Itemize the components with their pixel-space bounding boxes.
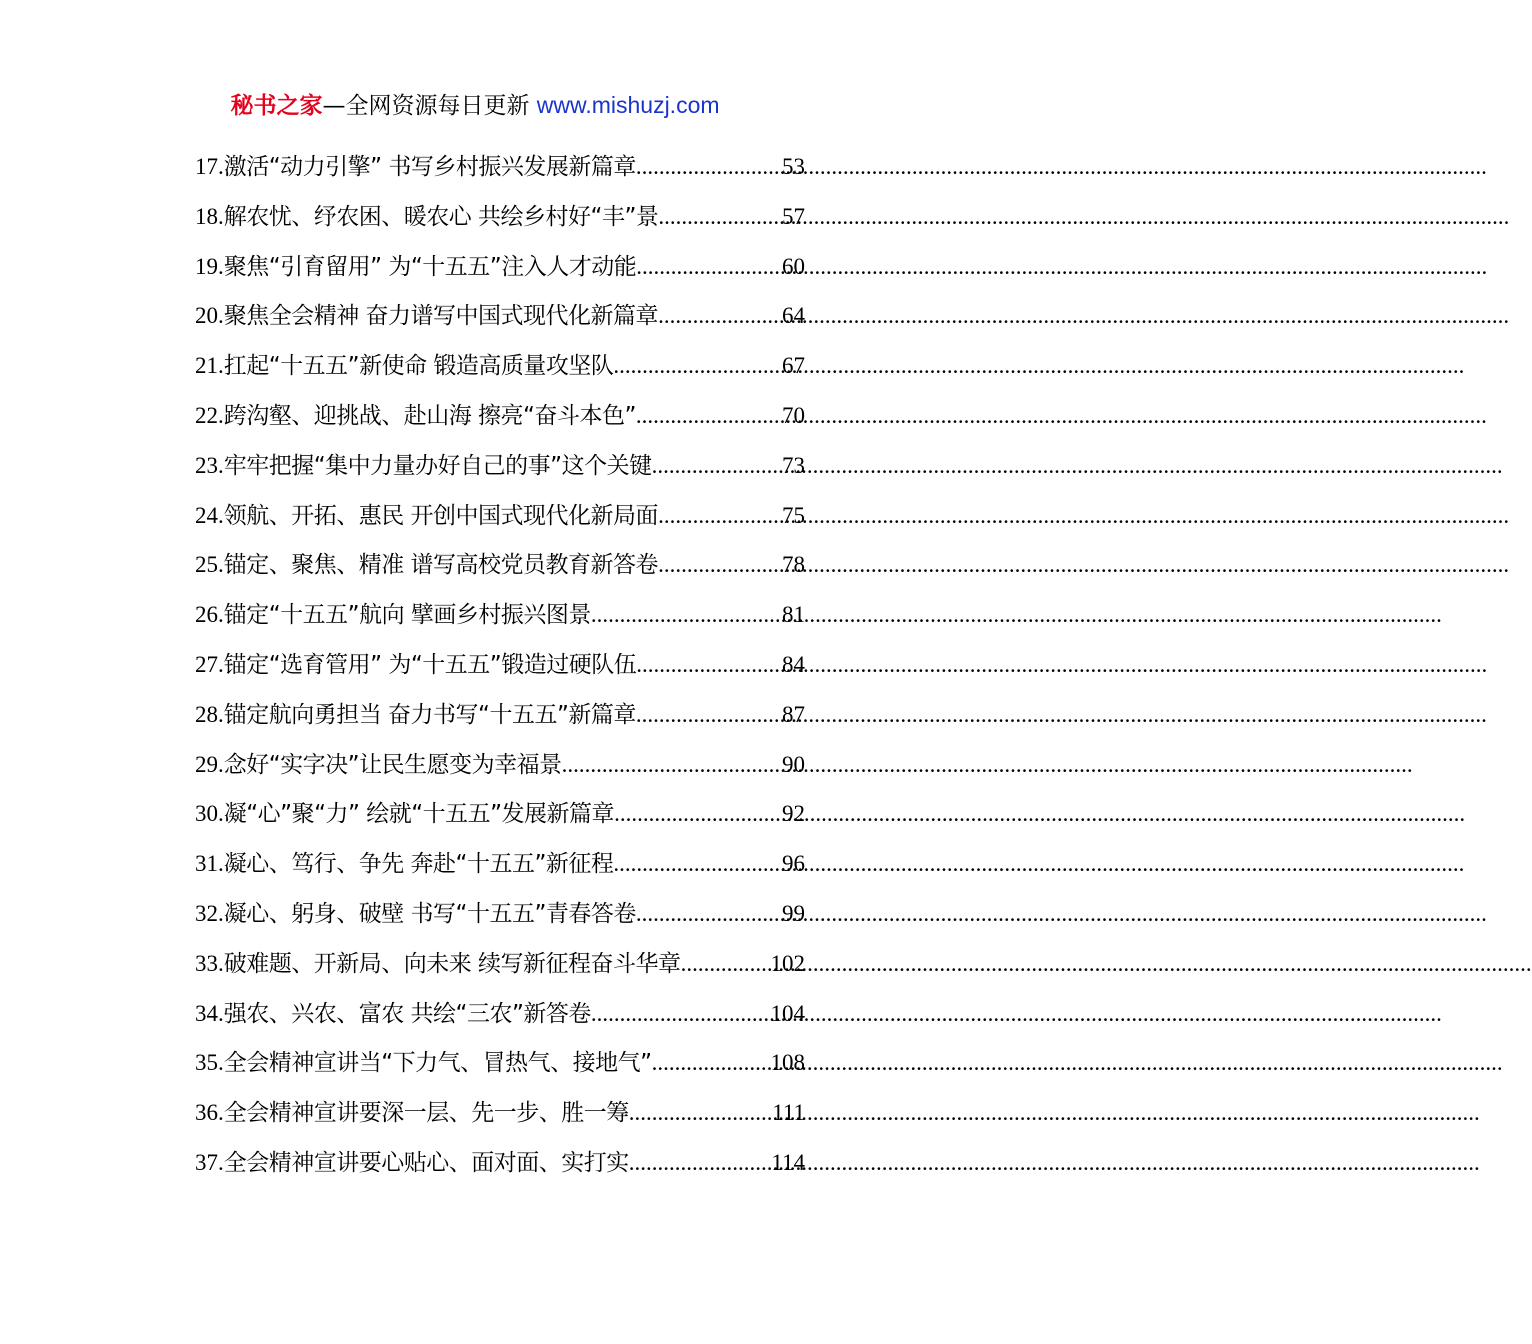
toc-dot-leader [591,590,782,640]
toc-entry[interactable] [195,690,805,740]
toc-page-number: 102 [770,950,805,976]
toc-dot-leader [636,242,782,292]
toc-entry-number: 30. [195,801,224,827]
brand-name: 秘书之家 [230,93,323,119]
toc-entry-title: 凝心、笃行、争先 奔赴“十五五”新征程 [223,851,614,878]
toc-page-number: 87 [782,701,805,727]
toc-dot-leader [636,391,782,441]
toc-entry-number: 34. [195,1000,224,1026]
toc-entry[interactable] [195,540,805,590]
toc-entry[interactable] [195,391,805,441]
toc-entry-title: 扛起“十五五”新使命 锻造高质量攻坚队 [223,353,614,380]
toc-page-number: 70 [782,402,805,428]
toc-page-number: 96 [782,851,805,877]
toc-page-number: 111 [772,1100,805,1126]
toc-entry[interactable] [195,889,805,939]
toc-dot-leader [629,1088,772,1138]
toc-entry-title: 强农、兴农、富农 共绘“三农”新答卷 [223,1000,591,1027]
toc-entry[interactable] [195,839,805,889]
toc-entry[interactable] [195,1088,805,1138]
toc-dot-leader [681,939,771,989]
toc-entry-number: 23. [195,452,224,478]
toc-entry-title: 牢牢把握“集中力量办好自己的事”这个关键 [223,452,652,479]
toc-entry-number: 19. [195,253,224,279]
toc-page-number: 99 [782,900,805,926]
table-of-contents [195,142,805,1188]
toc-entry-title: 锚定“十五五”航向 擘画乡村振兴图景 [223,602,591,629]
toc-entry-title: 念好“实字决”让民生愿变为幸福景 [223,751,562,778]
toc-entry-title: 全会精神宣讲要深一层、先一步、胜一筹 [223,1100,629,1127]
toc-entry-number: 24. [195,502,224,528]
toc-entry-title: 激活“动力引擎” 书写乡村振兴发展新篇章 [223,154,636,180]
toc-entry[interactable] [195,192,805,242]
toc-entry-number: 20. [195,303,224,329]
toc-dot-leader [591,989,771,1039]
toc-dot-leader [658,491,782,541]
toc-page-number: 73 [782,452,805,478]
toc-entry[interactable] [195,441,805,491]
toc-page-number: 64 [782,303,805,329]
toc-page-number: 57 [782,203,805,229]
toc-entry-number: 25. [195,552,224,578]
toc-entry-number: 37. [195,1149,224,1175]
toc-entry-number: 35. [195,1050,224,1076]
toc-entry-title: 跨沟壑、迎挑战、赴山海 擦亮“奋斗本色” [223,402,636,429]
toc-entry[interactable] [195,242,805,292]
toc-entry-title: 破难题、开新局、向未来 续写新征程奋斗华章 [223,950,681,977]
toc-page-number: 53 [782,154,805,179]
toc-dot-leader [658,540,782,590]
toc-entry[interactable] [195,142,805,192]
toc-entry-title: 全会精神宣讲当“下力气、冒热气、接地气” [223,1050,652,1077]
toc-page-number: 78 [782,552,805,578]
site-header [0,88,950,123]
toc-entry[interactable] [195,590,805,640]
toc-entry-title: 聚焦“引育留用” 为“十五五”注入人才动能 [223,253,637,280]
toc-entry-number: 26. [195,602,224,628]
toc-page-number: 92 [782,801,805,827]
toc-entry-title: 聚焦全会精神 奋力谱写中国式现代化新篇章 [223,303,659,330]
toc-entry[interactable] [195,789,805,839]
toc-page-number: 84 [782,651,805,677]
toc-dot-leader [614,789,782,839]
toc-page-number: 114 [771,1149,805,1175]
toc-dot-leader [636,142,782,192]
toc-entry[interactable] [195,1138,805,1188]
toc-page-number: 90 [782,751,805,777]
toc-entry-number: 22. [195,402,224,428]
toc-page-number: 104 [770,1000,805,1026]
toc-entry-number: 17. [195,154,224,179]
toc-dot-leader [629,1138,772,1188]
toc-entry[interactable] [195,740,805,790]
toc-entry[interactable] [195,291,805,341]
toc-dot-leader [658,291,782,341]
toc-entry[interactable] [195,939,805,989]
toc-entry-title: 全会精神宣讲要心贴心、面对面、实打实 [223,1149,629,1176]
toc-entry-number: 33. [195,950,224,976]
toc-dot-leader [658,192,782,242]
toc-dot-leader [652,441,782,491]
toc-entry-title: 锚定“选育管用” 为“十五五”锻造过硬队伍 [223,651,637,678]
toc-dot-leader [636,889,782,939]
toc-entry-title: 领航、开拓、惠民 开创中国式现代化新局面 [223,502,659,529]
toc-entry[interactable] [195,491,805,541]
toc-entry-number: 31. [195,851,224,877]
toc-page-number: 81 [782,602,805,628]
toc-page-number: 60 [782,253,805,279]
toc-entry[interactable] [195,341,805,391]
header-tagline: —全网资源每日更新 [322,93,537,119]
toc-entry[interactable] [195,1038,805,1088]
toc-entry-number: 28. [195,701,224,727]
toc-entry-title: 凝“心”聚“力” 绘就“十五五”发展新篇章 [223,801,615,828]
toc-dot-leader [562,740,782,790]
toc-dot-leader [636,690,782,740]
toc-entry-number: 32. [195,900,224,926]
toc-entry-number: 27. [195,651,224,677]
toc-entry-number: 18. [195,203,224,229]
toc-entry-number: 36. [195,1100,224,1126]
toc-entry-title: 解农忧、纾农困、暖农心 共绘乡村好“丰”景 [223,203,659,230]
toc-entry[interactable] [195,640,805,690]
site-url-link[interactable]: www.mishuzj.com [536,92,720,118]
toc-page-number: 108 [770,1050,805,1076]
toc-entry-title: 凝心、躬身、破壁 书写“十五五”青春答卷 [223,900,636,927]
toc-page-number: 75 [782,502,805,528]
toc-entry-title: 锚定、聚焦、精准 谱写高校党员教育新答卷 [223,552,659,579]
toc-entry-number: 29. [195,751,224,777]
toc-page-number: 67 [782,353,805,379]
toc-entry-title: 锚定航向勇担当 奋力书写“十五五”新篇章 [223,701,636,728]
toc-dot-leader [636,640,782,690]
toc-dot-leader [613,839,782,889]
toc-dot-leader [613,341,782,391]
toc-entry-number: 21. [195,353,224,379]
toc-entry[interactable] [195,989,805,1039]
toc-dot-leader [652,1038,771,1088]
